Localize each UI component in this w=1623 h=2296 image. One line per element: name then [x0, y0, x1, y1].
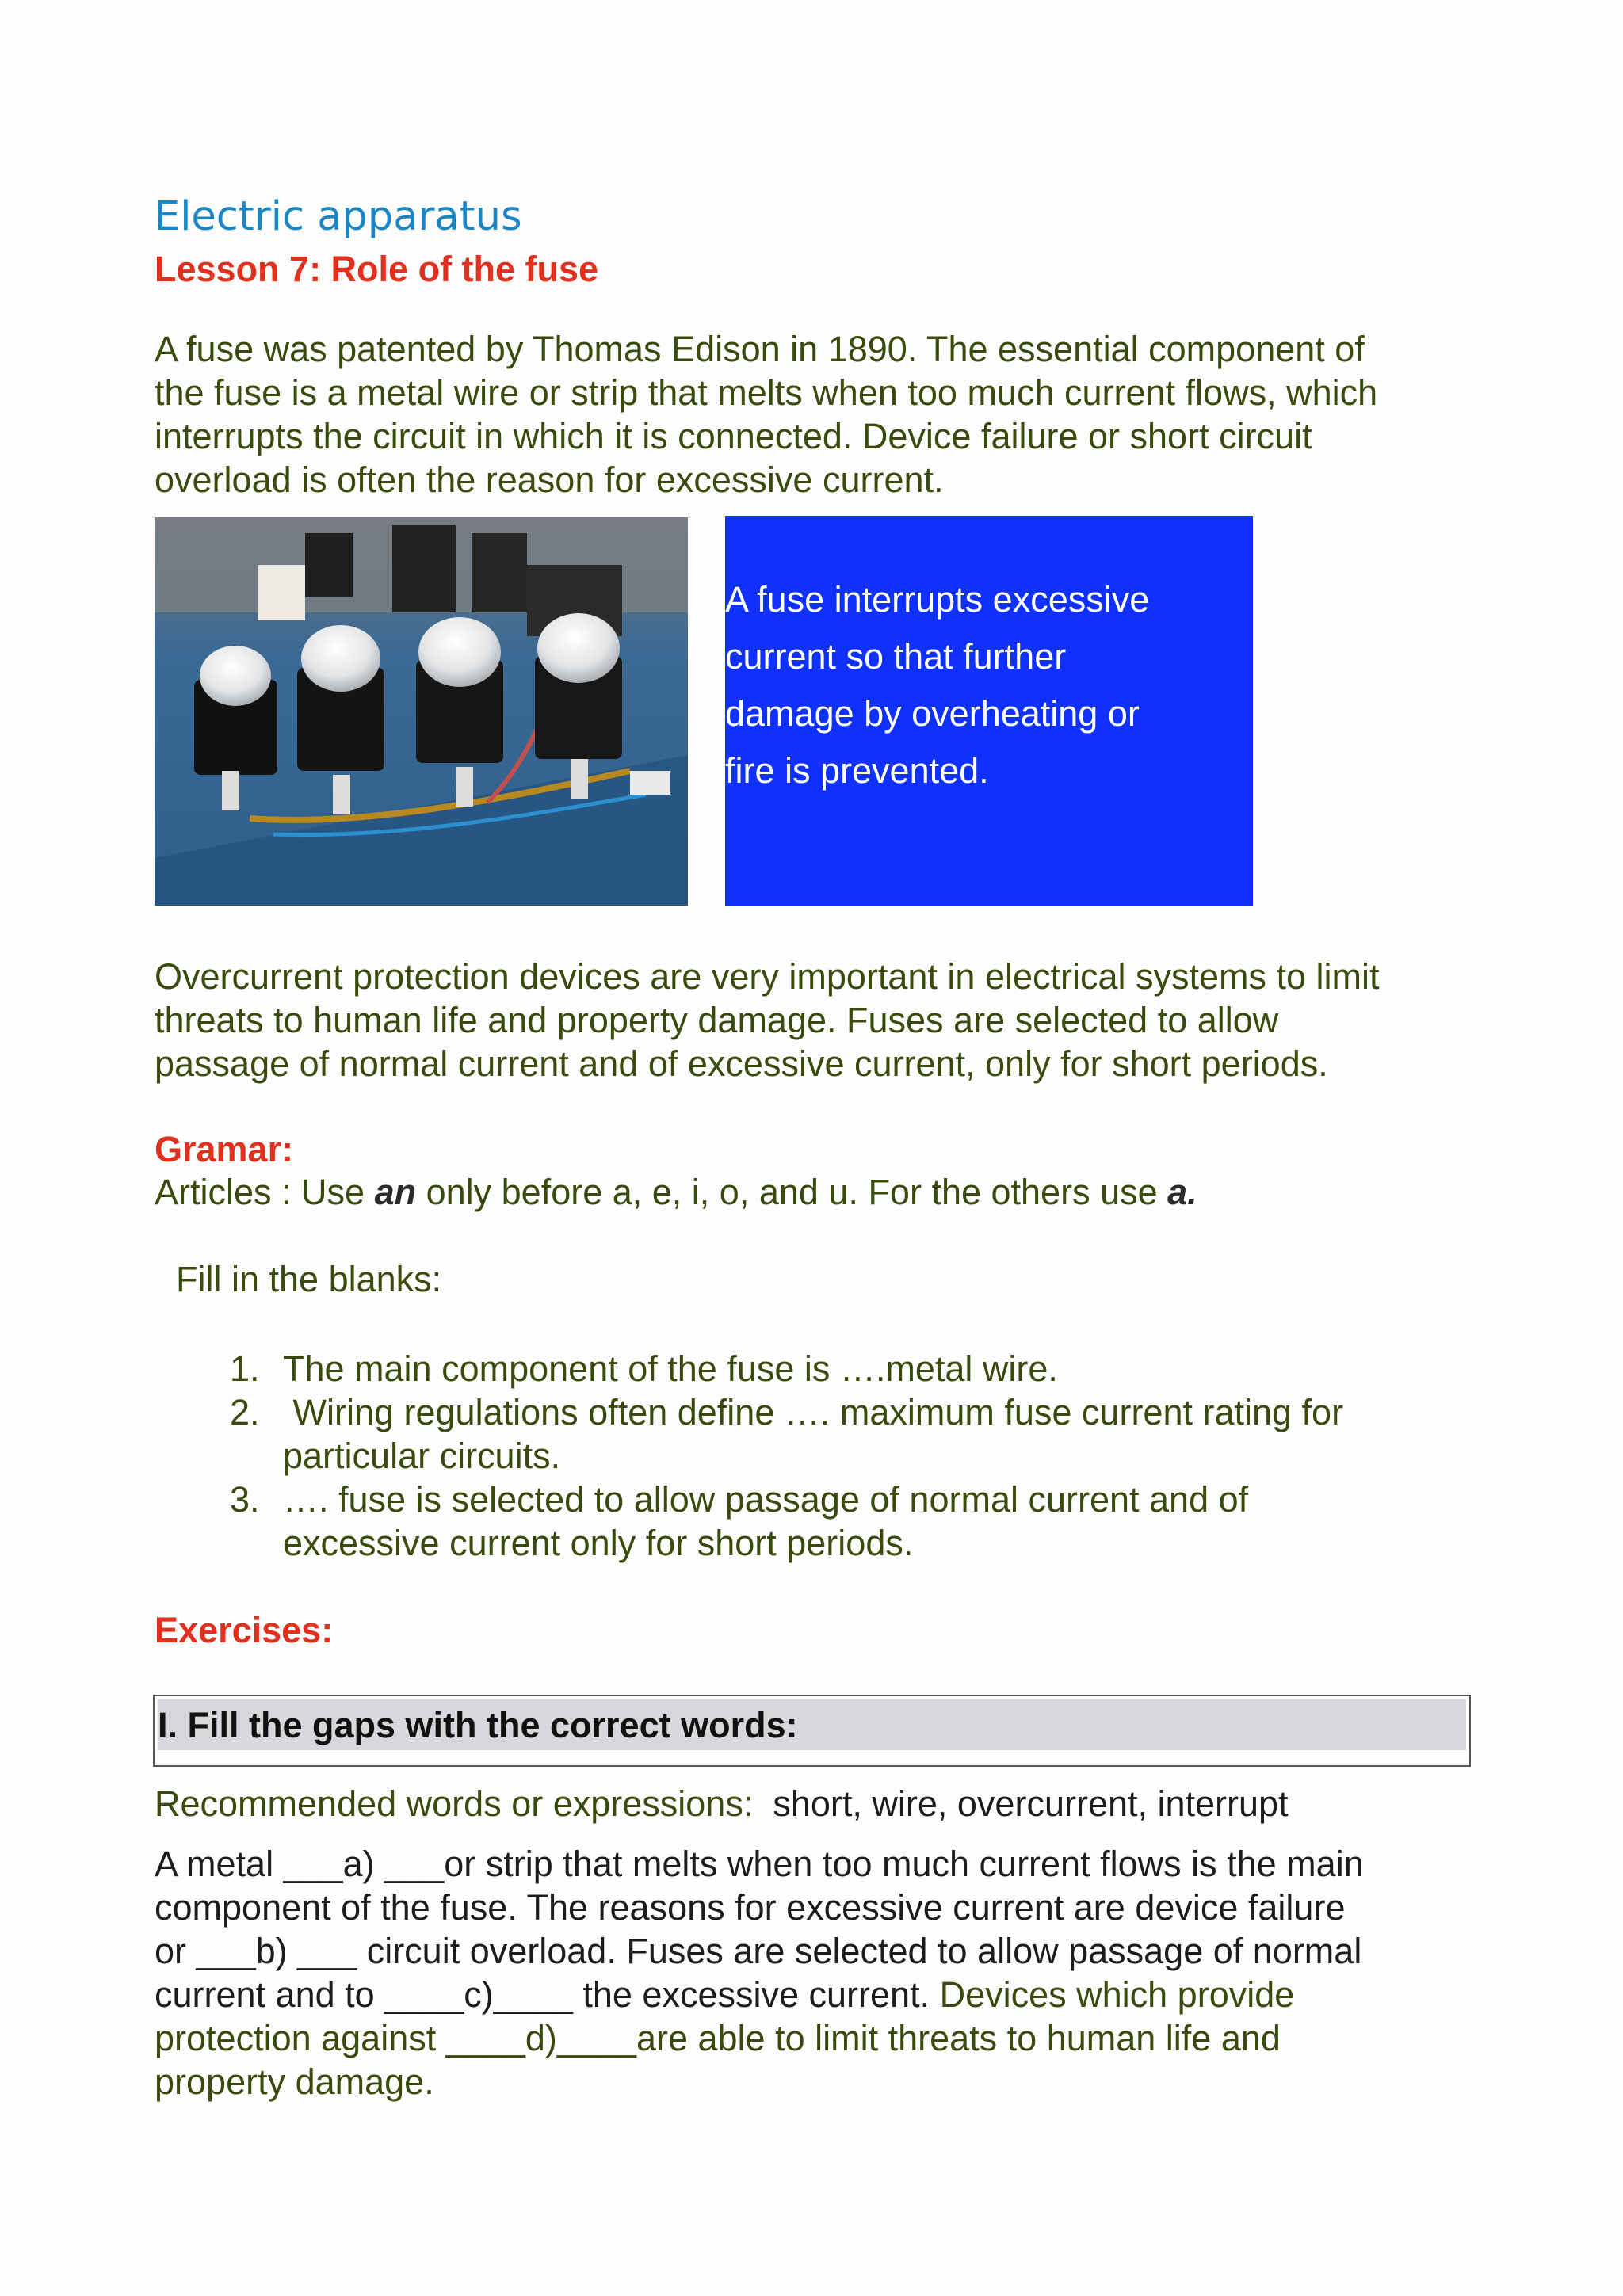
- item-line: Wiring regulations often define …. maximum fuse current rating for: [283, 1392, 1344, 1432]
- gap-line-olive: protection against ____d)____are able to limit threats to human life and: [155, 2018, 1281, 2058]
- gap-line: [155, 1842, 1502, 1886]
- paragraph-line: passage of normal current and of excessive current, only for short periods.: [155, 1043, 1328, 1084]
- task-shading: [158, 1699, 1466, 1750]
- recommended-label: Recommended words or expressions:: [155, 1783, 754, 1824]
- blanks-list: [230, 1347, 1498, 1565]
- lesson-subtitle: Lesson 7: Role of the fuse: [155, 249, 599, 289]
- intro-paragraph: [155, 327, 1502, 502]
- gap-line: [155, 1886, 1502, 1929]
- item-line: …. fuse is selected to allow passage of normal current and of: [283, 1479, 1249, 1520]
- gap-line: [155, 1929, 1502, 1973]
- item-line: particular circuits.: [283, 1436, 561, 1476]
- intro-line: the fuse is a metal wire or strip that melts when too much current flows, which: [155, 372, 1378, 413]
- gap-line: [155, 2060, 1502, 2103]
- item-line: The main component of the fuse is ….metal wire.: [283, 1348, 1058, 1389]
- gap-line: [155, 2016, 1502, 2060]
- intro-line: A fuse was patented by Thomas Edison in 1890. The essential component of: [155, 329, 1365, 369]
- item-number: 1.: [230, 1348, 260, 1389]
- gap-line-text: current and to ____c)____ the excessive current.: [155, 1974, 930, 2015]
- document-title: Electric apparatus: [155, 193, 522, 240]
- grammar-heading: Gramar:: [155, 1129, 294, 1169]
- item-line: excessive current only for short periods.: [283, 1523, 914, 1563]
- list-item: [230, 1478, 1498, 1565]
- callout-line: fire is prevented.: [725, 750, 989, 791]
- intro-line: overload is often the reason for excessive current.: [155, 460, 944, 500]
- list-item: [230, 1390, 1498, 1478]
- intro-line: interrupts the circuit in which it is connected. Device failure or short circuit: [155, 416, 1312, 456]
- protection-paragraph: [155, 955, 1502, 1085]
- gap-line-olive: property damage.: [155, 2061, 434, 2102]
- recommended-list: short, wire, overcurrent, interrupt: [753, 1783, 1289, 1824]
- rule-prefix: Articles : Use: [155, 1172, 375, 1212]
- task-box: [153, 1695, 1471, 1767]
- gap-line-text: or ___b) ___ circuit overload. Fuses are selected to allow passage of normal: [155, 1931, 1362, 1971]
- fill-blanks-instruction: Fill in the blanks:: [176, 1259, 442, 1299]
- gap-line-text: A metal ___a) ___or strip that melts when too much current flows is the main: [155, 1844, 1364, 1884]
- paragraph-line: threats to human life and property damage. Fuses are selected to allow: [155, 1000, 1279, 1040]
- fuse-board-photo: [155, 517, 688, 906]
- callout-box: [725, 516, 1253, 906]
- articles-rule: [155, 1172, 1197, 1213]
- gap-line-text: component of the fuse. The reasons for excessive current are device failure: [155, 1887, 1346, 1928]
- callout-line: A fuse interrupts excessive: [725, 579, 1150, 620]
- gap-fill-text: [155, 1842, 1502, 2103]
- list-item: [230, 1347, 1498, 1390]
- item-number: 2.: [230, 1392, 260, 1432]
- rule-a: a.: [1167, 1172, 1197, 1212]
- callout-line: current so that further: [725, 636, 1067, 677]
- recommended-words: [155, 1783, 1289, 1825]
- callout-text: [725, 571, 1201, 799]
- item-number: 3.: [230, 1479, 260, 1520]
- gap-line: [155, 1973, 1502, 2016]
- gap-line-olive: Devices which provide: [930, 1974, 1295, 2015]
- exercises-heading: Exercises:: [155, 1610, 334, 1650]
- callout-line: damage by overheating or: [725, 693, 1140, 734]
- rule-an: an: [374, 1172, 417, 1212]
- rule-middle: only before a, e, i, o, and u. For the others use: [416, 1172, 1168, 1212]
- task-label: I. Fill the gaps with the correct words:: [158, 1705, 798, 1745]
- paragraph-line: Overcurrent protection devices are very important in electrical systems to limit: [155, 956, 1380, 997]
